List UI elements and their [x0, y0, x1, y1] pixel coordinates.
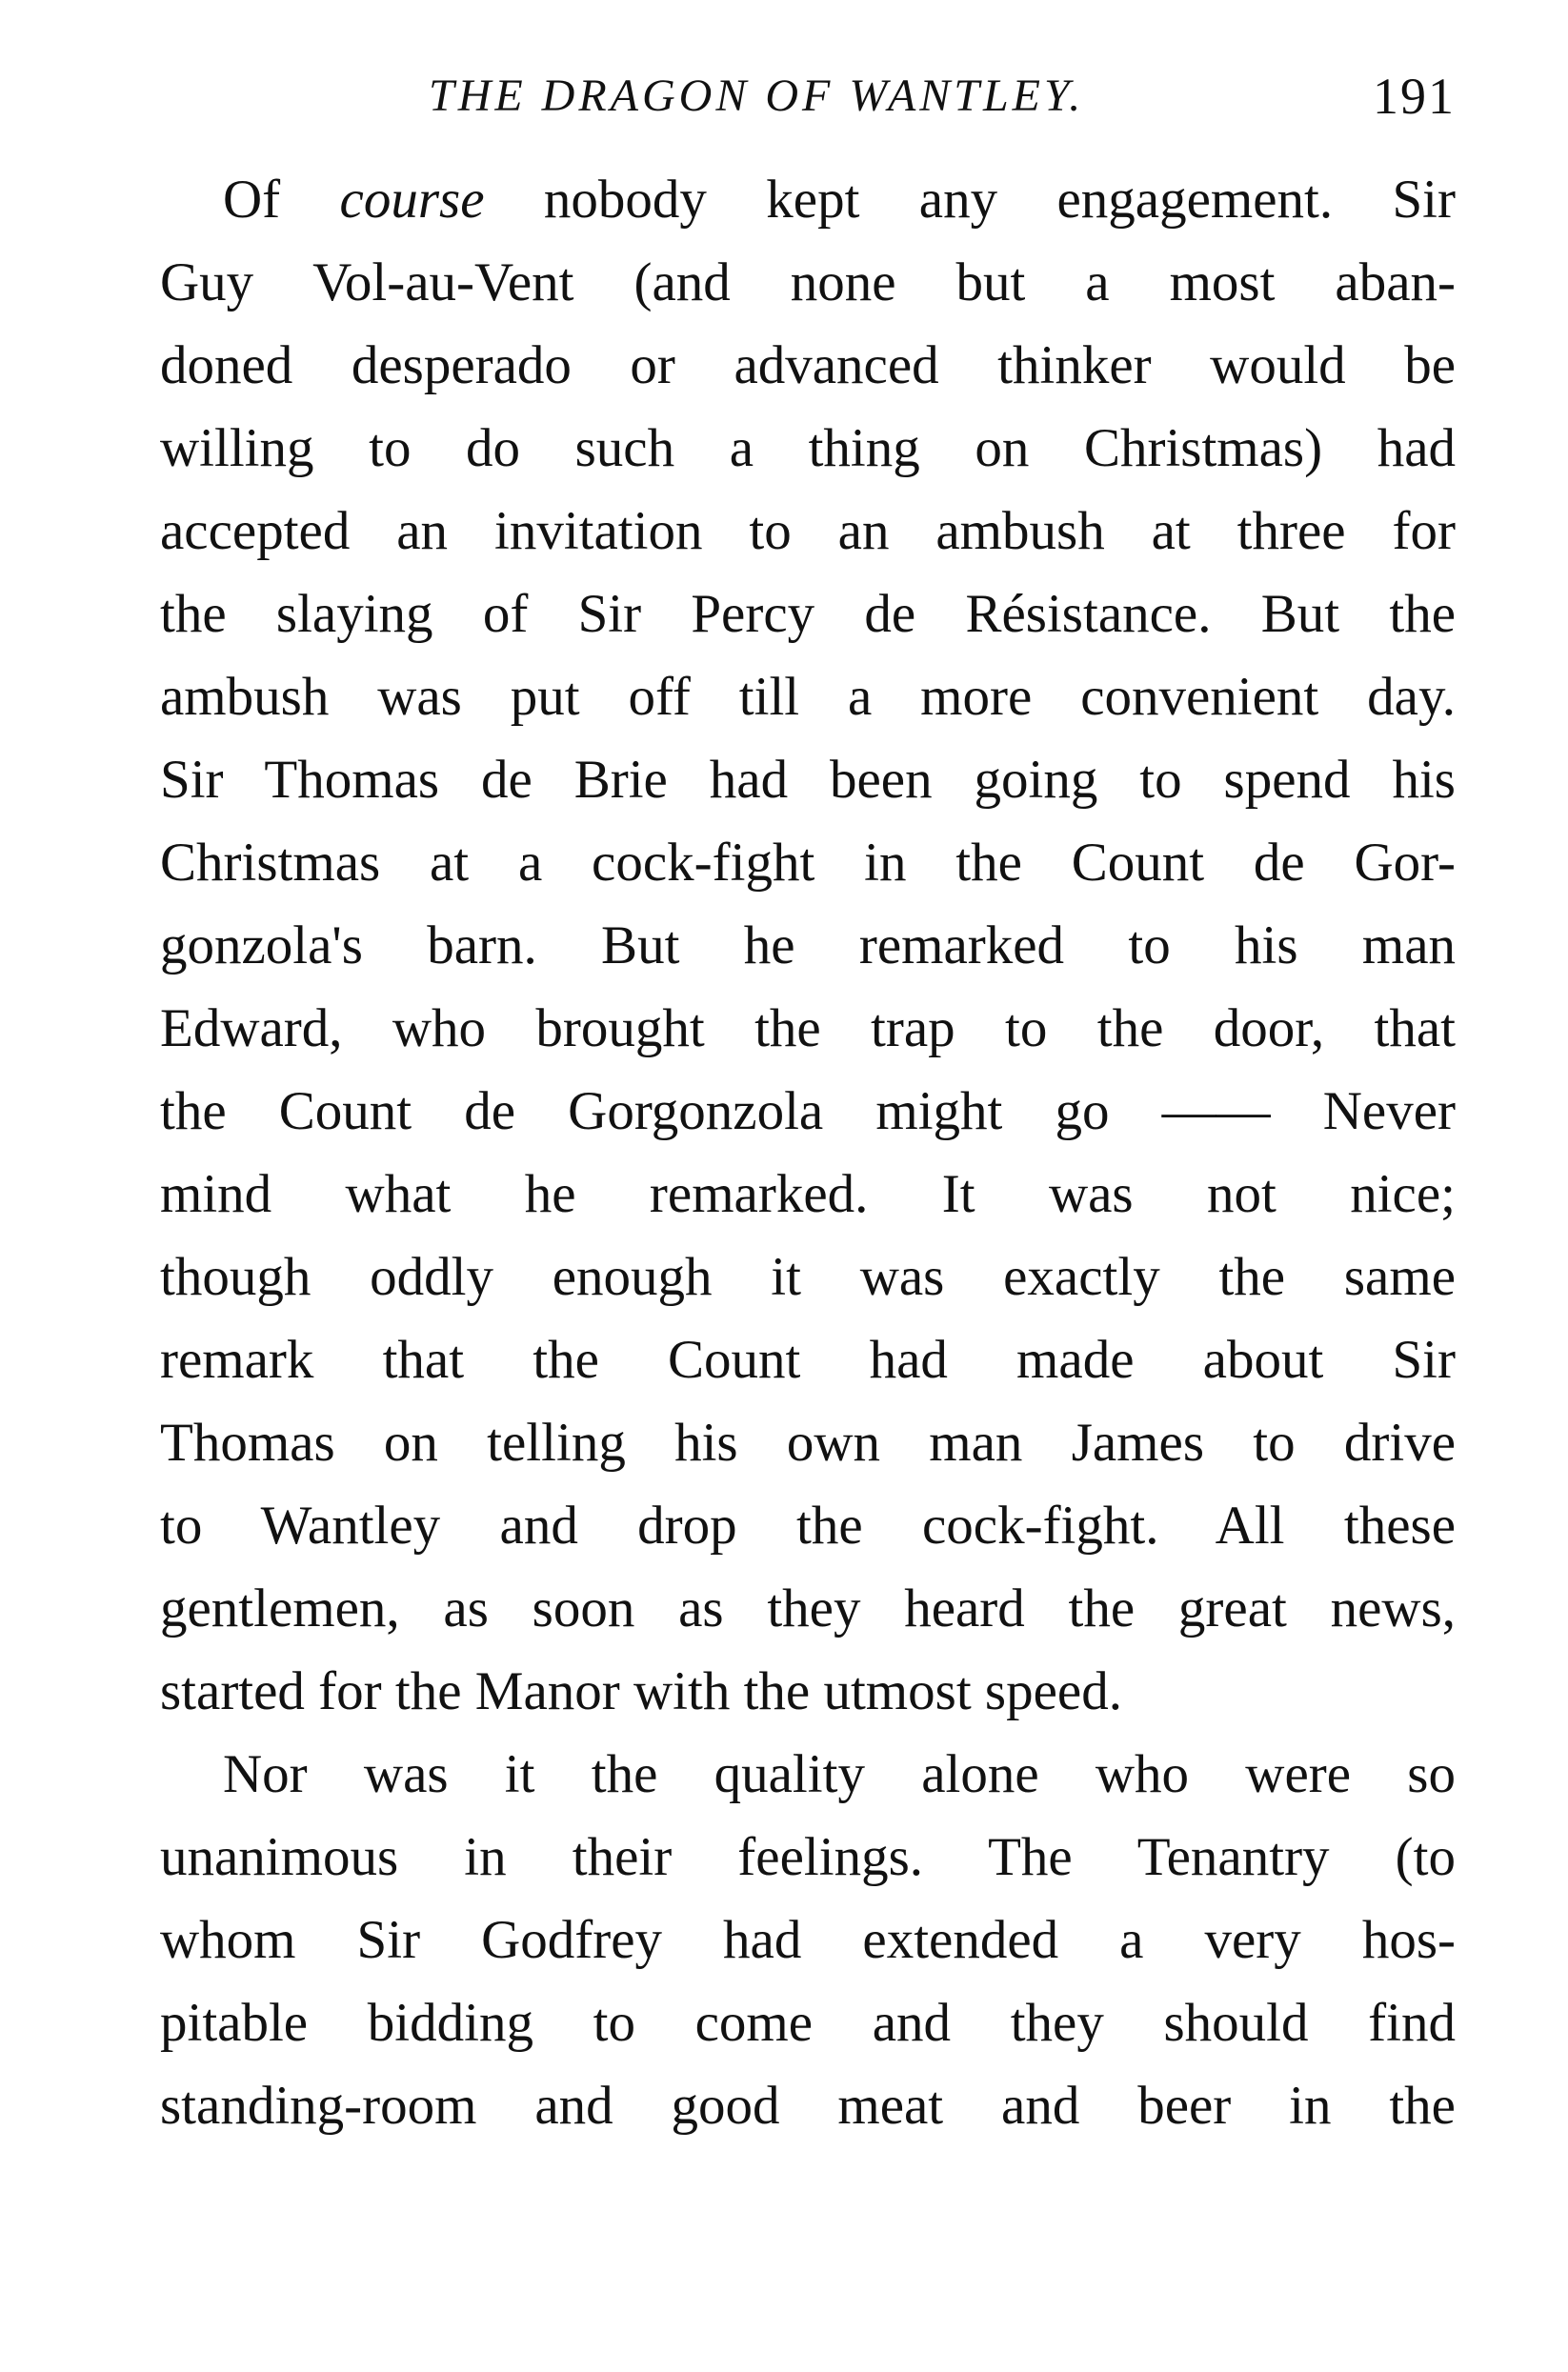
text-line: Christmas at a cock-fight in the Count de Gor- — [160, 833, 1456, 893]
body-text — [160, 158, 1456, 2147]
text-line: Nor was it the quality alone who were so — [223, 1744, 1456, 1804]
text-line: Guy Vol-au-Vent (and none but a most aban- — [160, 252, 1456, 312]
text-line: the Count de Gorgonzola might go —— Never — [160, 1081, 1456, 1141]
running-head — [160, 63, 1456, 130]
text-line — [160, 158, 1456, 241]
running-title: THE DRAGON OF WANTLEY. — [429, 70, 1085, 121]
text-line: the slaying of Sir Percy de Résistance. But the — [160, 584, 1456, 644]
text-line: Edward, who brought the trap to the door, that — [160, 998, 1456, 1058]
text-line: gentlemen, as soon as they heard the great news, — [160, 1578, 1456, 1638]
text-line: ambush was put off till a more convenient day. — [160, 667, 1456, 727]
text-line: remark that the Count had made about Sir — [160, 1330, 1456, 1390]
text-line: unanimous in their feelings. The Tenantry (to — [160, 1827, 1456, 1887]
text-line: willing to do such a thing on Christmas) had — [160, 418, 1456, 478]
text-line: Sir Thomas de Brie had been going to spend his — [160, 750, 1456, 810]
page-number: 191 — [1373, 68, 1456, 125]
text-line: doned desperado or advanced thinker would be — [160, 335, 1456, 395]
text-line: started for the Manor with the utmost speed. — [160, 1661, 1122, 1721]
text-line: standing-room and good meat and beer in the — [160, 2076, 1456, 2136]
emphasized-word: course — [339, 170, 485, 230]
text-line: whom Sir Godfrey had extended a very hos- — [160, 1910, 1456, 1970]
text-line: mind what he remarked. It was not nice; — [160, 1164, 1456, 1224]
text-run: Of — [223, 170, 340, 230]
text-line: though oddly enough it was exactly the same — [160, 1247, 1456, 1307]
text-line: pitable bidding to come and they should find — [160, 1993, 1456, 2053]
text-line: Thomas on telling his own man James to drive — [160, 1413, 1456, 1473]
text-line: accepted an invitation to an ambush at three for — [160, 501, 1456, 561]
text-run: nobody kept any engagement. Sir — [484, 170, 1456, 230]
text-line: gonzola's barn. But he remarked to his man — [160, 915, 1456, 975]
text-line: to Wantley and drop the cock-fight. All these — [160, 1496, 1456, 1556]
